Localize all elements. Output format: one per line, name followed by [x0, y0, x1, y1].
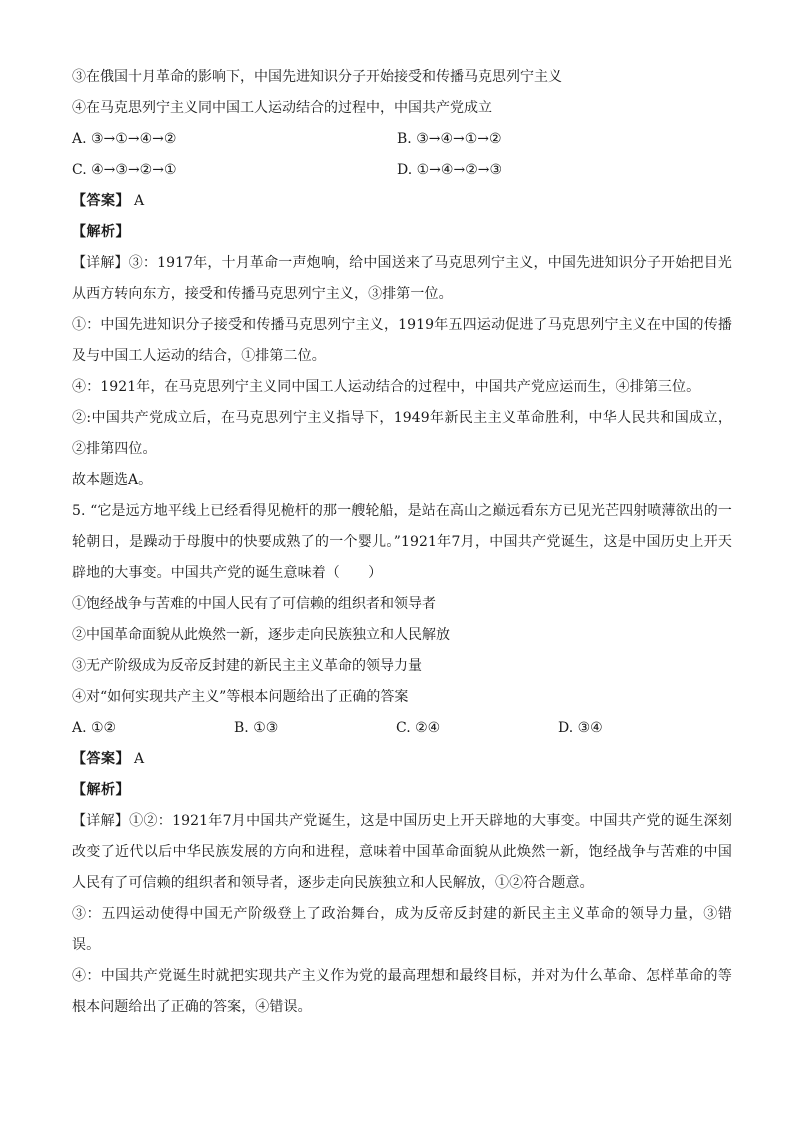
- q5-answer: [72, 744, 732, 775]
- q5-option-c: C. ②④: [396, 720, 441, 736]
- q5-analysis-tag: 【解析】: [72, 782, 130, 798]
- q4-explanation-4: ②:中国共产党成立后，在马克思列宁主义指导下，1949年新民主主义革命胜利，中华人民共和国成立，②排第四位。: [72, 410, 732, 457]
- q5-option-b: B. ①③: [234, 720, 279, 736]
- q5-option-d: D. ③④: [558, 720, 603, 736]
- q4-item-3: ③在俄国十月革命的影响下，中国先进知识分子开始接受和传播马克思列宁主义: [72, 69, 562, 85]
- q5-item-3: ③无产阶级成为反帝反封建的新民主主义革命的领导力量: [72, 658, 422, 674]
- q4-option-c: C. ④→③→②→①: [72, 162, 177, 178]
- q4-option-a: A. ③→①→④→②: [72, 131, 177, 147]
- document-page: [72, 62, 732, 1023]
- q4-explanation-3: ④：1921年，在马克思列宁主义同中国工人运动结合的过程中，中国共产党应运而生，④排第三位。: [72, 379, 701, 395]
- q5-option-a: A. ①②: [72, 720, 117, 736]
- q5-stem: 5. “它是远方地平线上已经看得见桅杆的那一艘轮船，是站在高山之巅远看东方已见光芒四射喷薄欲出的一轮朝日，是躁动于母腹中的快要成熟了的一个婴儿。”1921年7月，中国共产党诞生，这是中国历史上开天辟地的大事变。中国共产党的诞生意味着（ ）: [72, 503, 732, 581]
- q5-item-4: ④对“如何实现共产主义”等根本问题给出了正确的答案: [72, 689, 409, 705]
- q5-item-2: ②中国革命面貌从此焕然一新，逐步走向民族独立和人民解放: [72, 627, 450, 643]
- q5-answer-value: A: [134, 751, 145, 767]
- q4-item-4: ④在马克思列宁主义同中国工人运动结合的过程中，中国共产党成立: [72, 100, 492, 116]
- q4-option-d: D. ①→④→②→③: [397, 162, 503, 178]
- q4-options-row-2: [72, 155, 732, 186]
- q4-option-b: B. ③→④→①→②: [397, 131, 502, 147]
- q4-conclusion: 故本题选A。: [72, 472, 153, 488]
- q5-explanation-3: ④：中国共产党诞生时就把实现共产主义作为党的最高理想和最终目标，并对为什么革命、怎样革命的等根本问题给出了正确的答案，④错误。: [72, 968, 732, 1015]
- q5-item-1: ①饱经战争与苦难的中国人民有了可信赖的组织者和领导者: [72, 596, 436, 612]
- q4-explanation-2: ①：中国先进知识分子接受和传播马克思列宁主义，1919年五四运动促进了马克思列宁主义在中国的传播及与中国工人运动的结合，①排第二位。: [72, 317, 732, 364]
- q5-explanation-2: ③：五四运动使得中国无产阶级登上了政治舞台，成为反帝反封建的新民主主义革命的领导力量，③错误。: [72, 906, 732, 953]
- q4-analysis-tag: 【解析】: [72, 224, 130, 240]
- q5-answer-tag: 【答案】: [72, 751, 130, 767]
- q5-explanation-1: 【详解】①②：1921年7月中国共产党诞生，这是中国历史上开天辟地的大事变。中国共产党的诞生深刻改变了近代以后中华民族发展的方向和进程，意味着中国革命面貌从此焕然一新，饱经战争与苦难的中国人民有了可信赖的组织者和领导者，逐步走向民族独立和人民解放，①②符合题意。: [72, 813, 732, 891]
- q4-answer-value: A: [134, 193, 145, 209]
- q5-options-row: [72, 713, 732, 744]
- q4-explanation-1: 【详解】③：1917年，十月革命一声炮响，给中国送来了马克思列宁主义，中国先进知识分子开始把目光从西方转向东方，接受和传播马克思列宁主义，③排第一位。: [72, 255, 732, 302]
- q4-answer-tag: 【答案】: [72, 193, 130, 209]
- q4-options-row-1: [72, 124, 732, 155]
- q4-answer: [72, 186, 732, 217]
